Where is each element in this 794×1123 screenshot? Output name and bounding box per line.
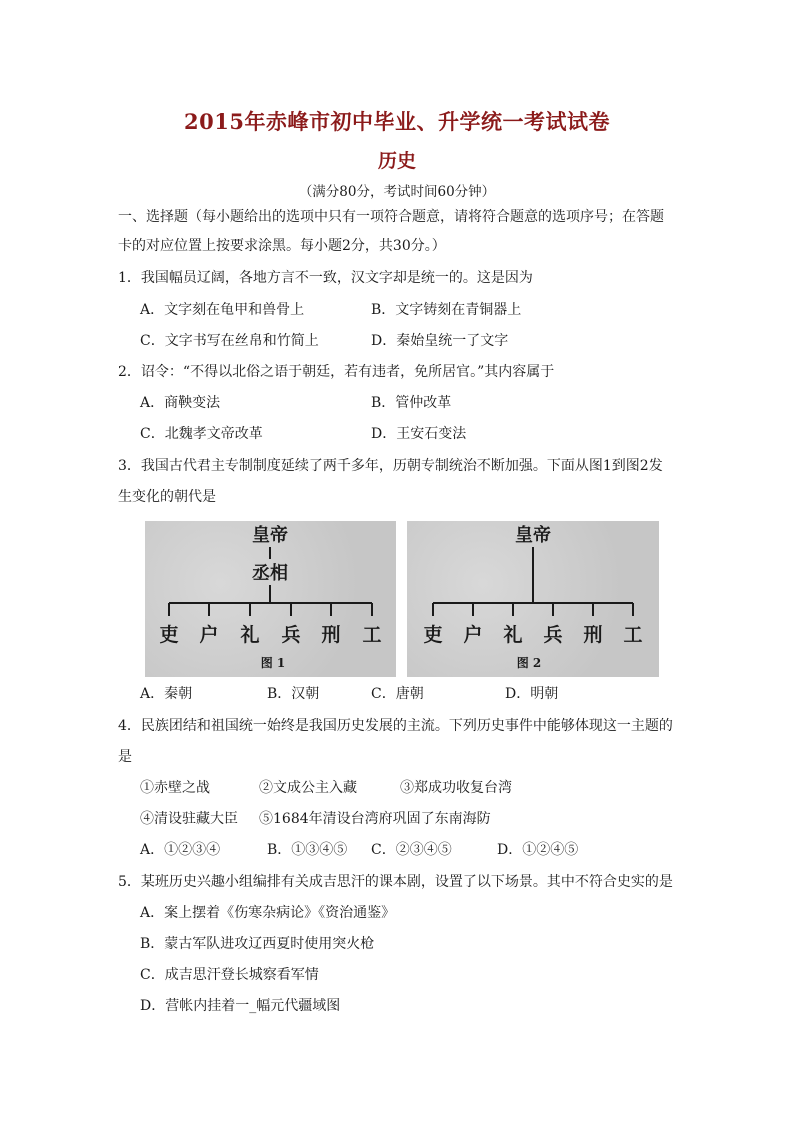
- question-1-option-a: A．文字刻在龟甲和兽骨上: [140, 302, 305, 318]
- question-3-option-a: A．秦朝: [140, 686, 193, 702]
- fig2-dept-hu: 户: [463, 624, 483, 646]
- fig2-dept-bing: 兵: [543, 624, 563, 646]
- question-3-stem-line2: 生变化的朝代是: [118, 489, 216, 505]
- fig1-dept-bing: 兵: [281, 624, 301, 646]
- exam-subject: 历史: [377, 150, 416, 172]
- fig1-emperor-label: 皇帝: [252, 525, 288, 546]
- question-2-option-a: A．商鞅变法: [140, 395, 221, 411]
- question-3-option-d: D．明朝: [505, 686, 559, 702]
- question-4-item-1: ①赤壁之战: [140, 780, 210, 796]
- question-4-stem-line2: 是: [118, 749, 132, 765]
- question-2-stem: 2．诏令：“不得以北俗之语于朝廷，若有违者，免所居官。”其内容属于: [118, 364, 555, 380]
- question-1-stem: 1．我国幅员辽阔，各地方言不一致，汉文字却是统一的。这是因为: [118, 270, 533, 286]
- fig2-dept-xing: 刑: [583, 624, 603, 646]
- question-3-option-b: B．汉朝: [267, 686, 320, 702]
- fig1-department-stems: [169, 603, 372, 616]
- question-4-option-c: C．②③④⑤: [371, 842, 452, 858]
- figure-2-diagram: [407, 521, 659, 677]
- fig1-dept-hu: 户: [199, 624, 219, 646]
- fig2-caption: 图 2: [516, 656, 542, 670]
- question-4-item-5: ⑤1684年清设台湾府巩固了东南海防: [259, 811, 491, 827]
- question-5-option-b: B．蒙古军队进攻辽西夏时使用突火枪: [140, 936, 375, 952]
- fig2-dept-li-rites: 礼: [503, 624, 523, 646]
- question-2-option-c: C．北魏孝文帝改革: [140, 426, 263, 442]
- question-4-option-d: D．①②④⑤: [497, 842, 579, 858]
- question-5-option-a: A．案上摆着《伤寒杂病论》《资治通鉴》: [140, 905, 396, 921]
- question-4-item-3: ③郑成功收复台湾: [400, 780, 512, 796]
- exam-note: （满分80分，考试时间60分钟）: [298, 184, 496, 200]
- fig2-dept-li: 吏: [423, 624, 443, 646]
- question-4-option-a: A．①②③④: [140, 842, 221, 858]
- fig2-dept-gong: 工: [623, 624, 643, 646]
- question-2-option-d: D．王安石变法: [371, 426, 467, 442]
- fig2-emperor-label: 皇帝: [515, 525, 551, 546]
- exam-title: 2015年赤峰市初中毕业、升学统一考试试卷: [184, 109, 610, 134]
- fig1-dept-xing: 刑: [321, 624, 341, 646]
- fig2-department-stems: [433, 603, 633, 616]
- fig1-dept-li-rites: 礼: [240, 624, 260, 646]
- question-1-option-d: D．秦始皇统一了文字: [371, 333, 509, 349]
- figure-1-diagram: [145, 521, 396, 677]
- question-1-option-b: B．文字铸刻在青铜器上: [371, 302, 522, 318]
- fig1-caption: 图 1: [260, 656, 286, 670]
- question-4-stem-line1: 4．民族团结和祖国统一始终是我国历史发展的主流。下列历史事件中能够体现这一主题的: [118, 718, 673, 734]
- question-1-option-c: C．文字书写在丝帛和竹简上: [140, 333, 319, 349]
- question-3-option-c: C．唐朝: [371, 686, 424, 702]
- question-5-option-d: D．营帐内挂着一_幅元代疆域图: [140, 998, 341, 1014]
- fig1-chancellor-label: 丞相: [252, 563, 288, 584]
- fig1-dept-li: 吏: [159, 624, 179, 646]
- question-4-item-4: ④清设驻藏大臣: [140, 811, 238, 827]
- section-instructions-line2: 卡的对应位置上按要求涂黑。每小题2分，共30分。）: [118, 238, 446, 254]
- question-2-option-b: B．管仲改革: [371, 395, 452, 411]
- section-instructions-line1: 一、选择题（每小题给出的选项中只有一项符合题意，请将符合题意的选项序号；在答题: [118, 209, 664, 225]
- question-5-stem: 5．某班历史兴趣小组编排有关成吉思汗的课本剧，设置了以下场景。其中不符合史实的是: [118, 874, 673, 890]
- question-4-item-2: ②文成公主入藏: [259, 780, 357, 796]
- question-4-option-b: B．①③④⑤: [267, 842, 348, 858]
- question-3-stem-line1: 3．我国古代君主专制制度延续了两千多年，历朝专制统治不断加强。下面从图1到图2发: [118, 458, 663, 474]
- fig1-dept-gong: 工: [362, 624, 382, 646]
- question-5-option-c: C．成吉思汗登长城察看军情: [140, 967, 319, 983]
